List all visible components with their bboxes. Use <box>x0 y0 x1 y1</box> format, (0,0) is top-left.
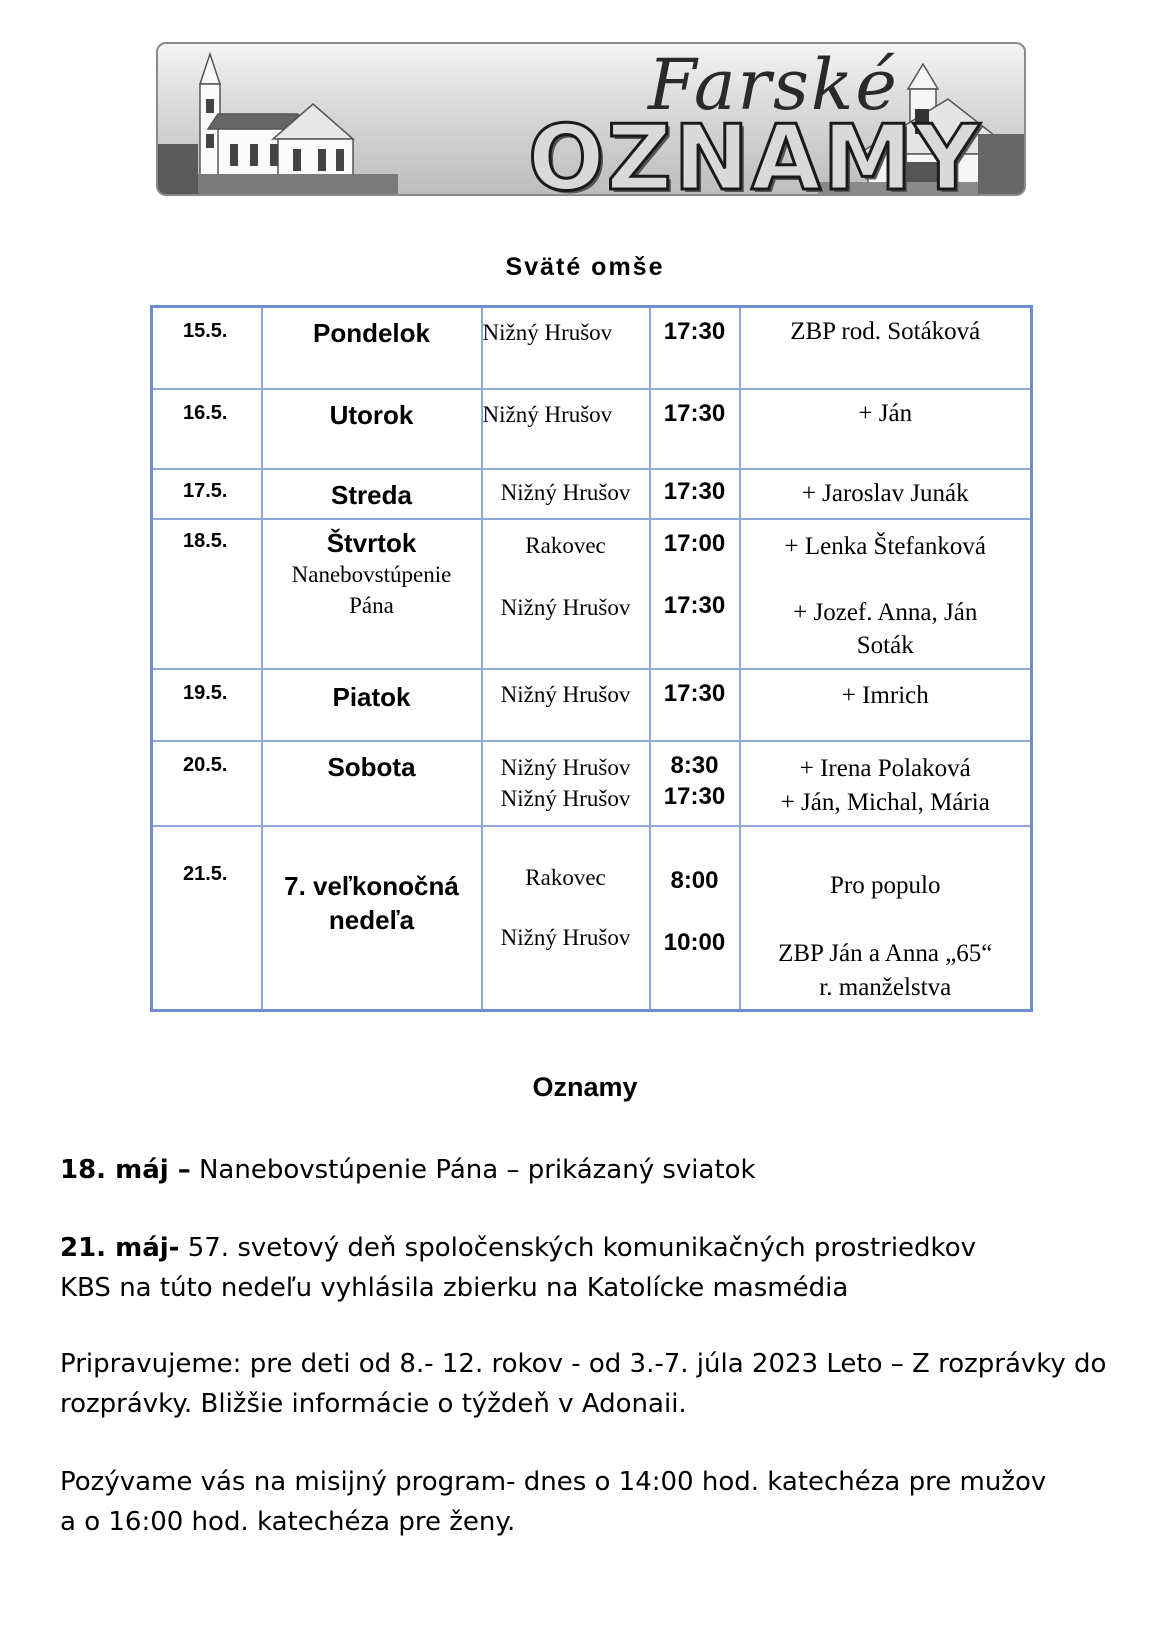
place: Nižný Hrušov <box>500 479 631 505</box>
intention: ZBP rod. Sotáková <box>790 318 981 345</box>
place: Nižný Hrušov <box>500 754 631 780</box>
date-cell: 16.5. <box>152 389 262 469</box>
date-cell: 20.5. <box>152 741 262 826</box>
announcement-text: KBS na túto nedeľu vyhlásila zbierku na Katolícke masmédia <box>60 1273 849 1303</box>
announcement-text: a o 16:00 hod. katechéza pre ženy. <box>60 1507 516 1537</box>
time: 10:00 <box>663 928 726 956</box>
announcement-date: 21. máj- <box>60 1233 180 1263</box>
table-row <box>152 741 1032 826</box>
place: Nižný Hrušov <box>482 320 613 345</box>
header-banner <box>156 42 1026 196</box>
intention: + Lenka Štefanková <box>784 532 987 560</box>
time: 17:30 <box>663 782 726 810</box>
place: Rakovec <box>525 532 606 558</box>
place: Nižný Hrušov <box>482 401 613 427</box>
time: 8:00 <box>670 866 719 894</box>
intention: + Jaroslav Junák <box>801 479 969 507</box>
announcement-text: rozprávky. Bližšie informácie o týždeň v Adonaii. <box>60 1389 687 1419</box>
intention: + Ján <box>858 399 913 427</box>
announcement-text: 57. svetový deň spoločenských komunikačných prostriedkov <box>179 1233 976 1263</box>
mass-schedule-table <box>150 305 1033 1012</box>
table-row <box>152 389 1032 469</box>
time: 17:30 <box>663 679 726 707</box>
day-name: Streda <box>331 479 412 510</box>
day-subtitle: Nanebovstúpenie Pána <box>291 561 452 618</box>
time: 17:30 <box>663 477 726 505</box>
table-row <box>152 669 1032 741</box>
place: Nižný Hrušov <box>500 785 631 811</box>
day-name: Utorok <box>329 399 414 430</box>
announcement-text: Pozývame vás na misijný program- dnes o 14:00 hod. katechéza pre mužov <box>60 1467 1047 1497</box>
date-cell: 18.5. <box>152 519 262 669</box>
day-name: Piatok <box>332 681 411 712</box>
intention: + Irena Polaková <box>799 754 971 782</box>
time: 17:30 <box>663 591 726 619</box>
place: Nižný Hrušov <box>500 924 631 950</box>
announcement-3 <box>60 1344 1140 1424</box>
intention: + Imrich <box>841 681 929 709</box>
announcement-text: Nanebovstúpenie Pána – prikázaný sviatok <box>190 1155 756 1185</box>
announcement-2 <box>60 1228 1140 1308</box>
time: 17:00 <box>663 529 726 557</box>
date-cell: 19.5. <box>152 669 262 741</box>
place: Nižný Hrušov <box>500 594 631 620</box>
day-name: Štvrtok <box>326 527 417 558</box>
intention: Pro populo <box>830 871 941 899</box>
time: 8:30 <box>670 751 719 779</box>
time: 17:30 <box>663 399 726 427</box>
place: Rakovec <box>525 864 606 890</box>
date-cell: 17.5. <box>152 469 262 519</box>
announcements-title: Oznamy <box>532 1072 638 1102</box>
table-row <box>152 826 1032 1011</box>
masses-title: Sväté omše <box>505 253 665 281</box>
announcement-date: 18. máj – <box>60 1155 191 1185</box>
time: 17:30 <box>663 318 726 345</box>
intention: + Ján, Michal, Mária <box>780 788 990 816</box>
table-row <box>152 469 1032 519</box>
date-cell: 21.5. <box>152 826 262 1011</box>
banner-script-text: Farské <box>648 44 899 126</box>
day-name: Pondelok <box>312 318 430 348</box>
date-cell: 15.5. <box>152 307 262 389</box>
day-name: Sobota <box>327 751 416 782</box>
announcement-4 <box>60 1462 1140 1542</box>
intention: ZBP Ján a Anna „65“ r. manželstva <box>778 939 993 1001</box>
place: Nižný Hrušov <box>500 681 631 707</box>
intention: + Jozef. Anna, Ján Soták <box>793 598 978 659</box>
table-row <box>152 307 1032 389</box>
announcement-1 <box>60 1150 1140 1190</box>
banner-title-text: OZNAMY <box>528 106 982 196</box>
table-row <box>152 519 1032 669</box>
announcement-text: Pripravujeme: pre deti od 8.- 12. rokov - od 3.-7. júla 2023 Leto – Z rozprávky do <box>60 1349 1107 1379</box>
day-name: 7. veľkonočná nedeľa <box>284 870 459 935</box>
